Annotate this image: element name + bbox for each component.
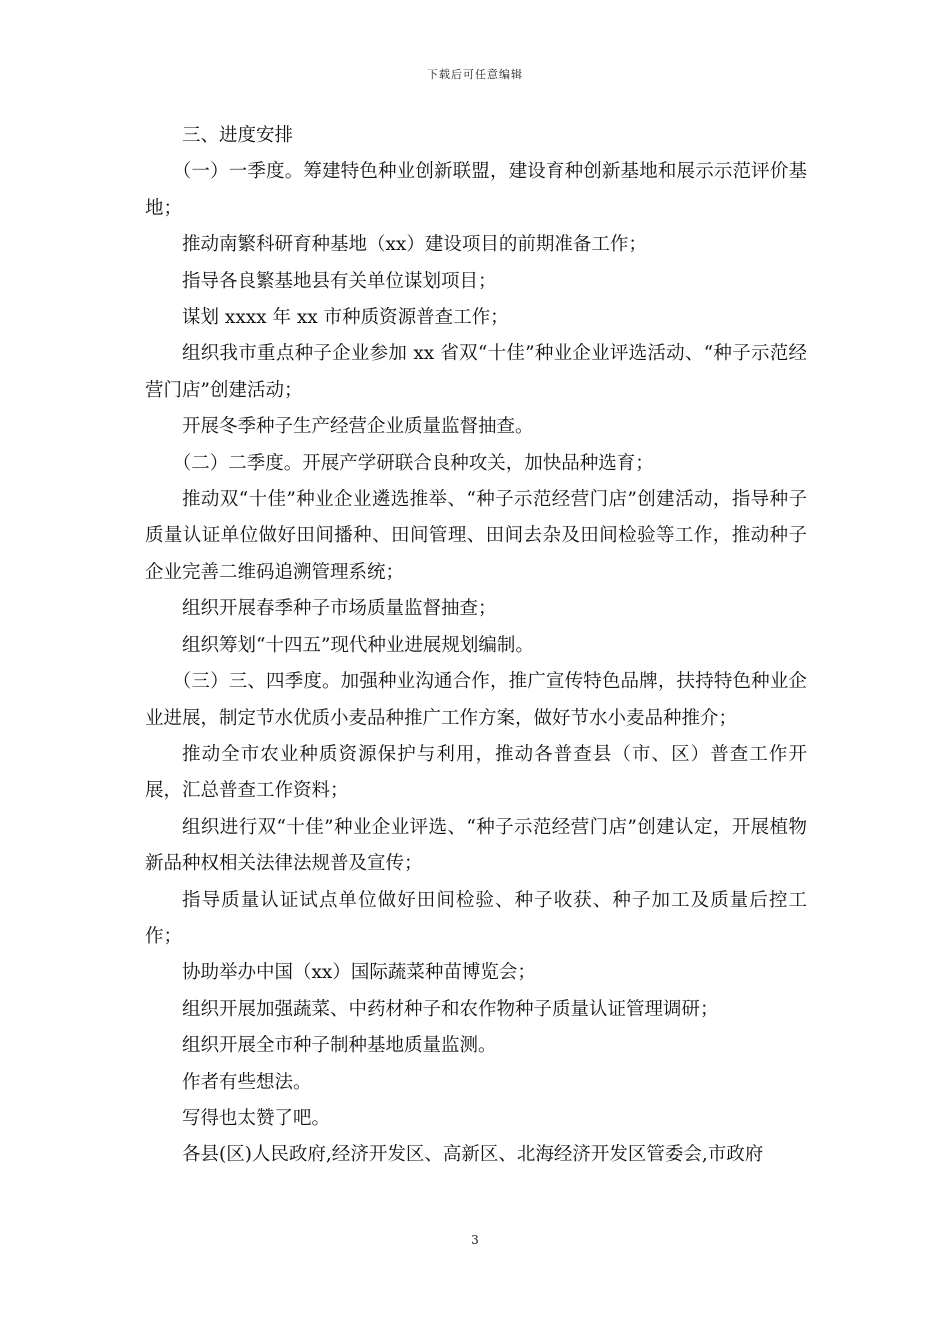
paragraph: 推动全市农业种质资源保护与利用，推动各普查县（市、区）普查工作开展，汇总普查工作资料； <box>145 743 807 802</box>
paragraph-q1: （一）一季度。筹建特色种业创新联盟，建设育种创新基地和展示示范评价基地； <box>145 161 807 219</box>
paragraph: 指导质量认证试点单位做好田间检验、种子收获、种子加工及质量后控工作； <box>145 889 807 947</box>
paragraph: 组织开展加强蔬菜、中药材种子和农作物种子质量认证管理调研； <box>182 998 719 1020</box>
paragraph: 组织开展全市种子制种基地质量监测。 <box>182 1035 497 1057</box>
paragraph: 谋划 xxxx 年 xx 市种质资源普查工作； <box>182 307 509 329</box>
paragraph: 开展冬季种子生产经营企业质量监督抽查。 <box>182 416 534 438</box>
paragraph: 指导各良繁基地县有关单位谋划项目； <box>182 270 497 292</box>
paragraph-q2: （二）二季度。开展产学研联合良种攻关，加快品种选育； <box>172 452 654 474</box>
paragraph: 写得也太赞了吧。 <box>182 1107 331 1129</box>
paragraph-q3-q4: （三）三、四季度。加强种业沟通合作，推广宣传特色品牌，扶持特色种业企业进展，制定节水优质小麦品种推广工作方案，做好节水小麦品种推介； <box>145 671 807 729</box>
document-body <box>145 118 807 1174</box>
page-number: 3 <box>471 1233 479 1247</box>
paragraph: 组织进行双“十佳”种业企业评选、“种子示范经营门店”创建认定，开展植物新品种权相关法律法规普及宣传； <box>145 816 807 875</box>
paragraph: 作者有些想法。 <box>182 1071 312 1093</box>
paragraph: 推动南繁科研育种基地（xx）建设项目的前期准备工作； <box>182 234 647 256</box>
paragraph: 推动双“十佳”种业企业遴选推举、“种子示范经营门店”创建活动，指导种子质量认证单位做好田间播种、田间管理、田间去杂及田间检验等工作，推动种子企业完善二维码追溯管理系统； <box>145 489 807 583</box>
paragraph: 组织我市重点种子企业参加 xx 省双“十佳”种业企业评选活动、“种子示范经营门店”创建活动； <box>145 343 807 401</box>
paragraph: 组织筹划“十四五”现代种业进展规划编制。 <box>182 634 534 656</box>
section-heading: 三、进度安排 <box>182 125 294 146</box>
paragraph: 各县(区)人民政府,经济开发区、高新区、北海经济开发区管委会,市政府 <box>182 1144 764 1166</box>
paragraph: 协助举办中国（xx）国际蔬菜种苗博览会； <box>182 962 536 984</box>
page-header: 下载后可任意编辑 <box>427 68 523 81</box>
paragraph: 组织开展春季种子市场质量监督抽查； <box>182 598 497 620</box>
